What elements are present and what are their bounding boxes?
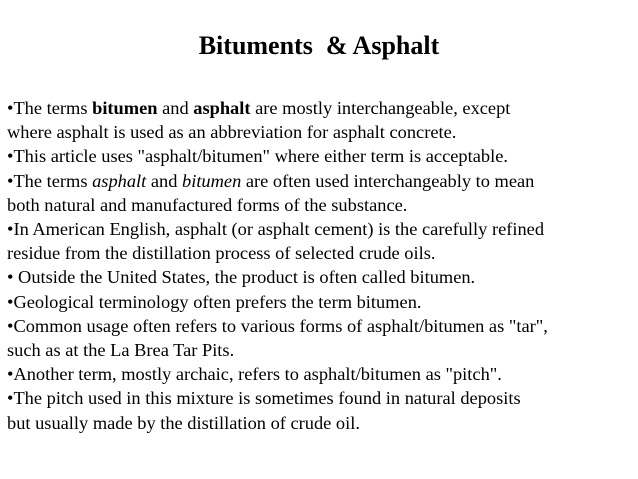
- bullet-2-line-1: •This article uses "asphalt/bitumen" where either term is acceptable.: [7, 146, 508, 167]
- bullet-1-text-e: are mostly interchangeable, except: [250, 98, 511, 118]
- bullet-3-text-a: •The terms: [7, 170, 93, 191]
- bullet-1-term-asphalt: asphalt: [193, 98, 251, 118]
- slide-title: Bituments & Asphalt: [198, 31, 440, 60]
- bullet-7-line-1: •Common usage often refers to various forms of asphalt/bitumen as "tar",: [7, 315, 548, 336]
- bullet-1-line-2: where asphalt is used as an abbreviation for asphalt concrete.: [7, 122, 457, 143]
- bullet-4-line-2: residue from the distillation process of selected crude oils.: [7, 243, 436, 264]
- bullet-6-line-1: •Geological terminology often prefers the term bitumen.: [7, 291, 422, 312]
- bullet-7-line-2: such as at the La Brea Tar Pits.: [7, 340, 235, 361]
- bullet-3-line-1: [7, 169, 635, 193]
- bullet-1-line-1: [7, 96, 635, 120]
- bullet-9-line-1: •The pitch used in this mixture is sometimes found in natural deposits: [7, 388, 521, 409]
- bullet-3-term-bitumen: bitumen: [182, 170, 242, 191]
- bullet-1-text-a: •The terms: [7, 98, 93, 118]
- bullet-3-text-e: are often used interchangeably to mean: [241, 170, 535, 191]
- bullet-5-line-1: • Outside the United States, the product is often called bitumen.: [7, 267, 476, 288]
- bullet-9-line-2: but usually made by the distillation of crude oil.: [7, 412, 360, 433]
- bullet-8-line-1: •Another term, mostly archaic, refers to asphalt/bitumen as "pitch".: [7, 364, 502, 385]
- bullet-1-text-c: and: [157, 98, 194, 118]
- bullet-3-line-2: both natural and manufactured forms of the substance.: [7, 194, 408, 215]
- bullet-list: [7, 96, 635, 435]
- bullet-3-term-asphalt: asphalt: [92, 170, 147, 191]
- bullet-4-line-1: •In American English, asphalt (or asphalt cement) is the carefully refined: [7, 219, 545, 240]
- bullet-1-term-bitumen: bitumen: [92, 98, 158, 118]
- bullet-3-text-c: and: [146, 170, 183, 191]
